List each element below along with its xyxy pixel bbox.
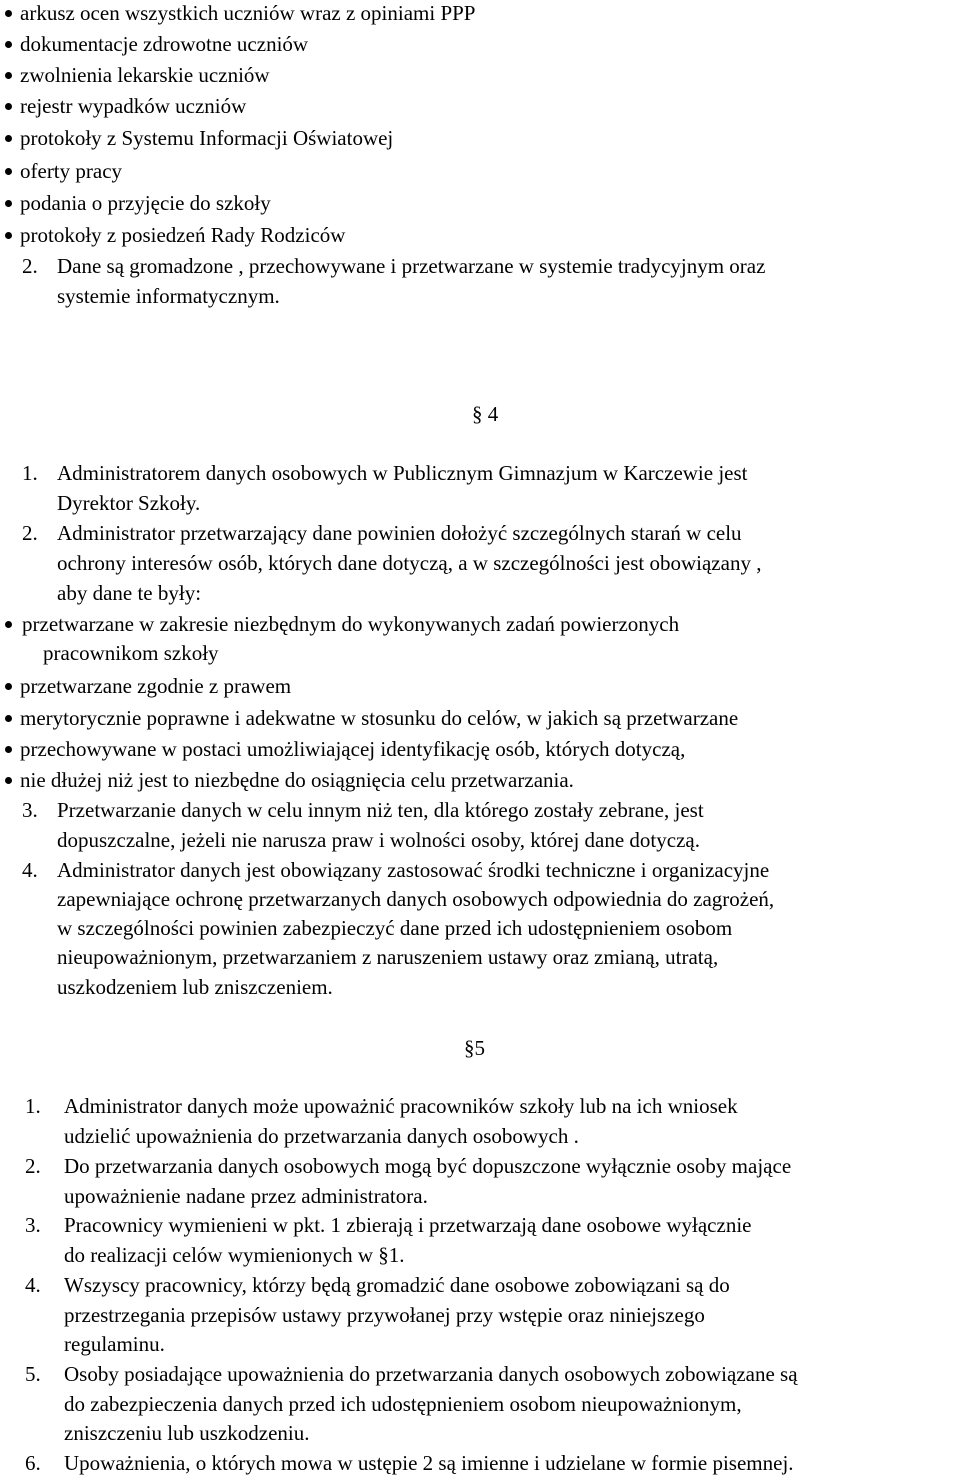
list-item: dokumentacje zdrowotne uczniów — [20, 32, 309, 56]
item-number: 3. — [22, 798, 38, 822]
paragraph-line: Pracownicy wymienieni w pkt. 1 zbierają i przetwarzają dane osobowe wyłącznie — [64, 1213, 752, 1237]
section-heading — [464, 1035, 485, 1061]
list-item: rejestr wypadków uczniów — [20, 94, 247, 118]
paragraph-line: ochrony interesów osób, których dane dotyczą, a w szczególności jest obowiązany , — [57, 551, 762, 575]
bullet-icon — [5, 103, 12, 110]
paragraph-line: systemie informatycznym. — [57, 284, 280, 308]
list-item: protokoły z Systemu Informacji Oświatowej — [20, 126, 394, 150]
paragraph-line: Wszyscy pracownicy, którzy będą gromadzić dane osobowe zobowiązani są do — [64, 1273, 730, 1297]
list-item: nie dłużej niż jest to niezbędne do osiągnięcia celu przetwarzania. — [20, 768, 574, 792]
list-item: protokoły z posiedzeń Rady Rodziców — [20, 223, 346, 247]
paragraph-line: Dyrektor Szkoły. — [57, 491, 201, 515]
paragraph-line: zniszczeniu lub uszkodzeniu. — [64, 1421, 310, 1445]
item-number: 4. — [25, 1273, 41, 1297]
bullet-icon — [5, 746, 12, 753]
paragraph-line: Administrator przetwarzający dane powinien dołożyć szczególnych starań w celu — [57, 521, 742, 545]
bullet-icon — [5, 621, 12, 628]
paragraph-line: Dane są gromadzone , przechowywane i przetwarzane w systemie tradycyjnym oraz — [57, 254, 766, 278]
paragraph-line: zapewniające ochronę przetwarzanych danych osobowych odpowiednia do zagrożeń, — [57, 887, 775, 911]
item-number: 3. — [25, 1213, 41, 1237]
paragraph-line: do zabezpieczenia danych przed ich udostępnieniem osobom nieupoważnionym, — [64, 1392, 742, 1416]
bullet-icon — [5, 683, 12, 690]
paragraph-line: Przetwarzanie danych w celu innym niż ten, dla którego zostały zebrane, jest — [57, 798, 704, 822]
bullet-icon — [5, 10, 12, 17]
bullet-icon — [5, 41, 12, 48]
bullet-icon — [5, 232, 12, 239]
bullet-icon — [5, 72, 12, 79]
item-number: 2. — [25, 1154, 41, 1178]
paragraph-line: aby dane te były: — [57, 581, 202, 605]
paragraph-line: Administratorem danych osobowych w Publicznym Gimnazjum w Karczewie jest — [57, 461, 748, 485]
list-item: oferty pracy — [20, 159, 123, 183]
section-number: 4 — [487, 402, 499, 426]
paragraph-line: uszkodzeniem lub zniszczeniem. — [57, 975, 333, 999]
list-item: przetwarzane w zakresie niezbędnym do wykonywanych zadań powierzonych — [22, 612, 680, 636]
list-item-continuation: pracownikom szkoły — [43, 641, 219, 665]
list-item: merytorycznie poprawne i adekwatne w stosunku do celów, w jakich są przetwarzane — [20, 706, 739, 730]
paragraph-line: regulaminu. — [64, 1332, 165, 1356]
paragraph-line: Administrator danych może upoważnić pracowników szkoły lub na ich wniosek — [64, 1094, 738, 1118]
paragraph-line: udzielić upoważnienia do przetwarzania danych osobowych . — [64, 1124, 579, 1148]
item-number: 6. — [25, 1451, 41, 1475]
item-number: 1. — [25, 1094, 41, 1118]
list-item: podania o przyjęcie do szkoły — [20, 191, 271, 215]
list-item: zwolnienia lekarskie uczniów — [20, 63, 270, 87]
item-number: 2. — [22, 521, 38, 545]
item-number: 2. — [22, 254, 38, 278]
paragraph-line: do realizacji celów wymienionych w §1. — [64, 1243, 405, 1267]
paragraph-line: Upoważnienia, o których mowa w ustępie 2 są imienne i udzielane w formie pisemnej. — [64, 1451, 794, 1475]
section-sign-icon: § — [464, 1036, 475, 1060]
bullet-icon — [5, 777, 12, 784]
paragraph-line: Administrator danych jest obowiązany zastosować środki techniczne i organizacyjne — [57, 858, 770, 882]
paragraph-line: Osoby posiadające upoważnienia do przetwarzania danych osobowych zobowiązane są — [64, 1362, 798, 1386]
item-number: 4. — [22, 858, 38, 882]
list-item: przetwarzane zgodnie z prawem — [20, 674, 292, 698]
bullet-icon — [5, 715, 12, 722]
section-sign-icon: § — [472, 402, 483, 426]
bullet-icon — [5, 168, 12, 175]
paragraph-line: Do przetwarzania danych osobowych mogą być dopuszczone wyłącznie osoby mające — [64, 1154, 792, 1178]
list-item: arkusz ocen wszystkich uczniów wraz z opiniami PPP — [20, 1, 476, 25]
section-number: 5 — [474, 1036, 485, 1060]
paragraph-line: dopuszczalne, jeżeli nie narusza praw i wolności osoby, której dane dotyczą. — [57, 828, 700, 852]
bullet-icon — [5, 135, 12, 142]
item-number: 1. — [22, 461, 38, 485]
paragraph-line: nieupoważnionym, przetwarzaniem z naruszeniem ustawy oraz zmianą, utratą, — [57, 945, 719, 969]
list-item: przechowywane w postaci umożliwiającej identyfikację osób, których dotyczą, — [20, 737, 686, 761]
paragraph-line: w szczególności powinien zabezpieczyć dane przed ich udostępnieniem osobom — [57, 916, 733, 940]
paragraph-line: przestrzegania przepisów ustawy przywołanej przy wstępie oraz niniejszego — [64, 1303, 705, 1327]
item-number: 5. — [25, 1362, 41, 1386]
section-heading — [472, 401, 498, 427]
bullet-icon — [5, 200, 12, 207]
paragraph-line: upoważnienie nadane przez administratora. — [64, 1184, 428, 1208]
